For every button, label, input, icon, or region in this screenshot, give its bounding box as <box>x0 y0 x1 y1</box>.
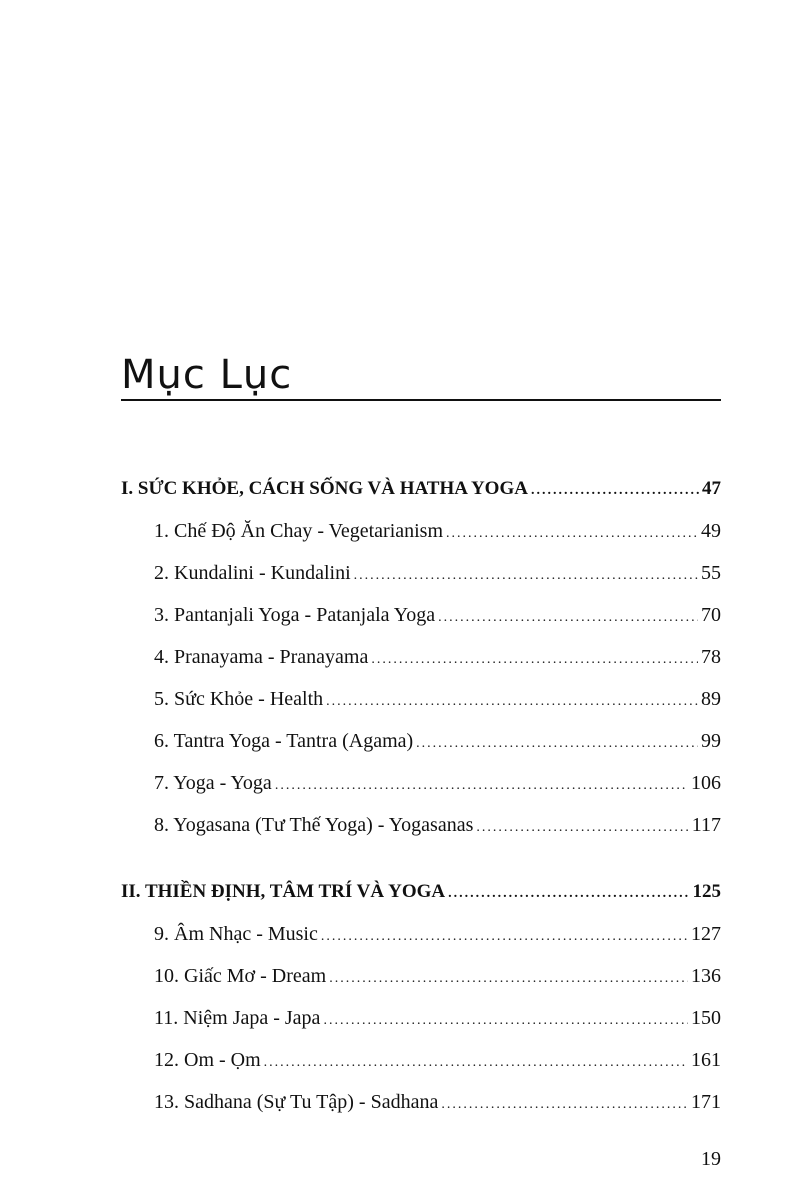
dot-leader <box>371 639 698 681</box>
dot-leader <box>354 555 698 597</box>
entry-title: 8. Yogasana (Tư Thế Yoga) - Yogasanas <box>154 814 474 836</box>
section-page-number: 125 <box>692 881 721 902</box>
entry-title: 1. Chế Độ Ăn Chay - Vegetarianism <box>154 520 444 542</box>
toc-entry <box>121 804 721 846</box>
toc-entry <box>121 997 721 1039</box>
entry-title: 13. Sadhana (Sự Tu Tập) - Sadhana <box>154 1091 439 1113</box>
toc-section-1 <box>121 468 721 510</box>
entry-page-number: 150 <box>691 1007 721 1029</box>
entry-title: 11. Niệm Japa - Japa <box>154 1007 321 1029</box>
dot-leader <box>438 597 698 639</box>
toc-entry <box>121 955 721 997</box>
section-spacer <box>121 846 721 871</box>
dot-leader <box>441 1084 688 1126</box>
dot-leader <box>476 807 688 849</box>
dot-leader <box>321 916 688 958</box>
dot-leader <box>275 765 688 807</box>
toc-entry <box>121 678 721 720</box>
toc-entry <box>121 552 721 594</box>
entry-page-number: 106 <box>691 772 721 794</box>
entry-title: 9. Âm Nhạc - Music <box>154 923 318 945</box>
entry-title: 12. Om - Ọm <box>154 1049 261 1071</box>
dot-leader <box>323 1000 688 1042</box>
entry-title: 5. Sức Khỏe - Health <box>154 688 324 710</box>
page-title: Mục Lục <box>121 352 293 398</box>
entry-title: 3. Pantanjali Yoga - Patanjala Yoga <box>154 604 436 626</box>
toc-entry <box>121 594 721 636</box>
dot-leader <box>448 873 689 915</box>
dot-leader <box>416 723 698 765</box>
section-title: I. SỨC KHỎE, CÁCH SỐNG VÀ HATHA YOGA <box>121 478 528 499</box>
entry-title: 10. Giấc Mơ - Dream <box>154 965 327 987</box>
toc-entry <box>121 1081 721 1123</box>
entry-page-number: 99 <box>701 730 721 752</box>
toc-entry <box>121 720 721 762</box>
entry-title: 7. Yoga - Yoga <box>154 772 272 794</box>
dot-leader <box>326 681 698 723</box>
entry-page-number: 49 <box>701 520 721 542</box>
dot-leader <box>329 958 688 1000</box>
entry-page-number: 117 <box>691 814 721 836</box>
dot-leader <box>531 470 699 512</box>
entry-page-number: 127 <box>691 923 721 945</box>
toc-section-2 <box>121 871 721 913</box>
entry-title: 4. Pranayama - Pranayama <box>154 646 369 668</box>
toc-entry <box>121 762 721 804</box>
toc-entry <box>121 636 721 678</box>
toc-entry <box>121 510 721 552</box>
entry-page-number: 89 <box>701 688 721 710</box>
dot-leader <box>446 513 698 555</box>
entry-page-number: 55 <box>701 562 721 584</box>
toc-entry <box>121 913 721 955</box>
section-title: II. THIỀN ĐỊNH, TÂM TRÍ VÀ YOGA <box>121 881 446 902</box>
entry-title: 2. Kundalini - Kundalini <box>154 562 351 584</box>
toc-entry <box>121 1039 721 1081</box>
entry-page-number: 136 <box>691 965 721 987</box>
entry-title: 6. Tantra Yoga - Tantra (Agama) <box>154 730 414 752</box>
entry-page-number: 171 <box>691 1091 721 1113</box>
title-underline <box>121 399 721 401</box>
page-number: 19 <box>701 1148 721 1170</box>
entry-page-number: 161 <box>691 1049 721 1071</box>
dot-leader <box>264 1042 688 1084</box>
section-page-number: 47 <box>702 478 721 499</box>
entry-page-number: 70 <box>701 604 721 626</box>
entry-page-number: 78 <box>701 646 721 668</box>
table-of-contents <box>121 468 721 1123</box>
